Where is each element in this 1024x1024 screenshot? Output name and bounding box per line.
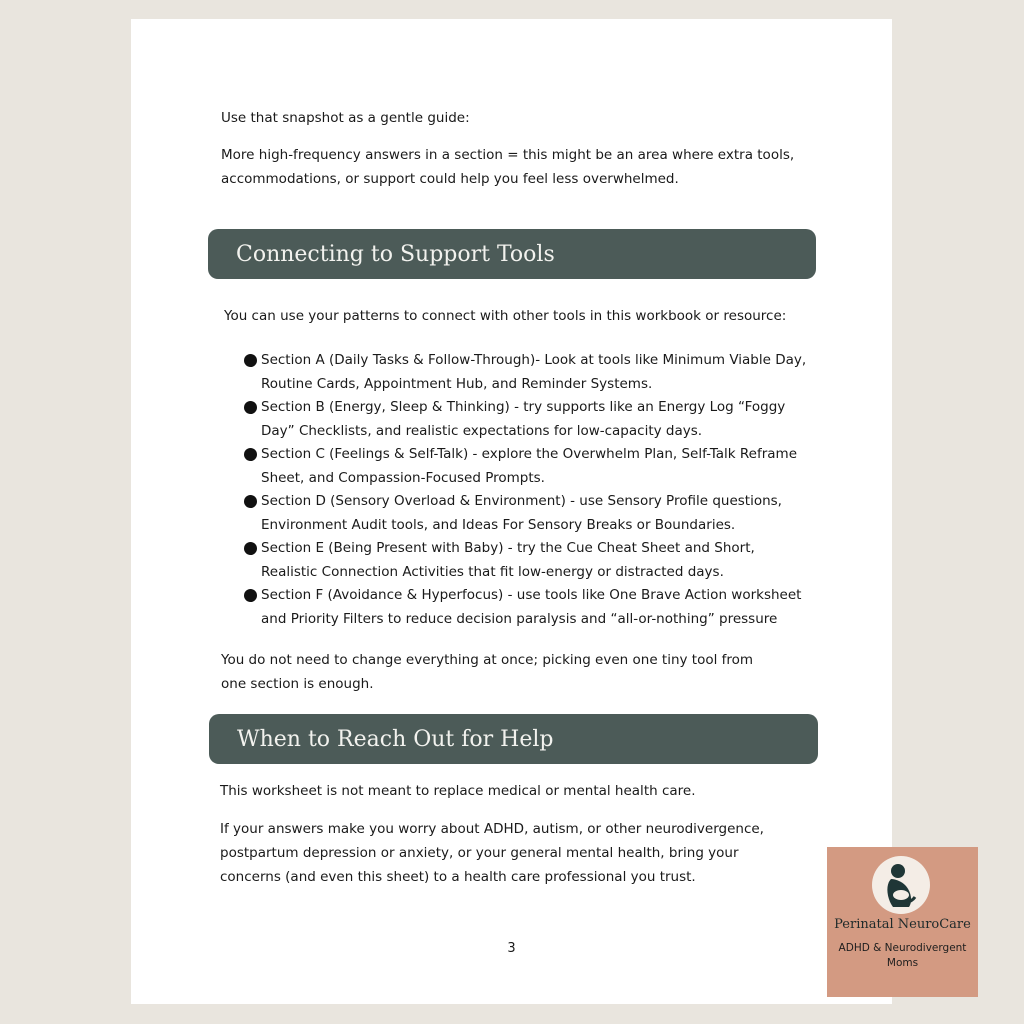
intro-guide-text: Use that snapshot as a gentle guide: bbox=[221, 110, 470, 126]
reach-out-guidance: If your answers make you worry about ADHD, autism, or other neurodivergence, postpartum depression or anxiety, or your general mental health, bring your concerns (and even this sheet) to a health care professional you trust. bbox=[220, 821, 764, 885]
reach-out-disclaimer: This worksheet is not meant to replace medical or mental health care. bbox=[220, 783, 696, 799]
section-heading-text: When to Reach Out for Help bbox=[237, 726, 554, 752]
bullet-icon bbox=[244, 495, 257, 508]
section-heading-text: Connecting to Support Tools bbox=[236, 241, 555, 267]
mother-baby-icon bbox=[871, 855, 931, 915]
page-number: 3 bbox=[507, 941, 516, 956]
bullet-icon bbox=[244, 589, 257, 602]
bullet-icon bbox=[244, 354, 257, 367]
bullet-icon bbox=[244, 542, 257, 555]
list-item: Section F (Avoidance & Hyperfocus) - use tools like One Brave Action worksheet and Priority Filters to reduce decision paralysis and “all-or-nothing” pressure bbox=[243, 584, 813, 631]
support-tools-intro: You can use your patterns to connect with other tools in this workbook or resource: bbox=[224, 308, 787, 324]
list-item: Section B (Energy, Sleep & Thinking) - try supports like an Energy Log “Foggy Day” Checklists, and realistic expectations for low-capacity days. bbox=[243, 396, 813, 443]
list-item: Section C (Feelings & Self-Talk) - explore the Overwhelm Plan, Self-Talk Reframe Sheet, and Compassion-Focused Prompts. bbox=[243, 443, 813, 490]
bullet-icon bbox=[244, 448, 257, 461]
support-tools-closing: You do not need to change everything at once; picking even one tiny tool from one section is enough. bbox=[221, 652, 754, 692]
support-tools-list bbox=[243, 349, 813, 631]
brand-tagline: ADHD & Neurodivergent Moms bbox=[838, 942, 967, 969]
intro-frequency-text: More high-frequency answers in a section = this might be an area where extra tools, accommodations, or support could help you feel less overwhelmed. bbox=[221, 147, 795, 187]
list-item: Section D (Sensory Overload & Environment) - use Sensory Profile questions, Environment Audit tools, and Ideas For Sensory Breaks or Boundaries. bbox=[243, 490, 813, 537]
brand-logo bbox=[827, 847, 978, 997]
section-heading-support-tools bbox=[208, 229, 816, 279]
list-item: Section A (Daily Tasks & Follow-Through)- Look at tools like Minimum Viable Day, Routine Cards, Appointment Hub, and Reminder Systems. bbox=[243, 349, 813, 396]
section-heading-reach-out bbox=[209, 714, 818, 764]
brand-name: Perinatal NeuroCare bbox=[834, 917, 971, 932]
document-page bbox=[131, 19, 892, 1004]
bullet-icon bbox=[244, 401, 257, 414]
list-item: Section E (Being Present with Baby) - try the Cue Cheat Sheet and Short, Realistic Connection Activities that fit low-energy or distracted days. bbox=[243, 537, 813, 584]
